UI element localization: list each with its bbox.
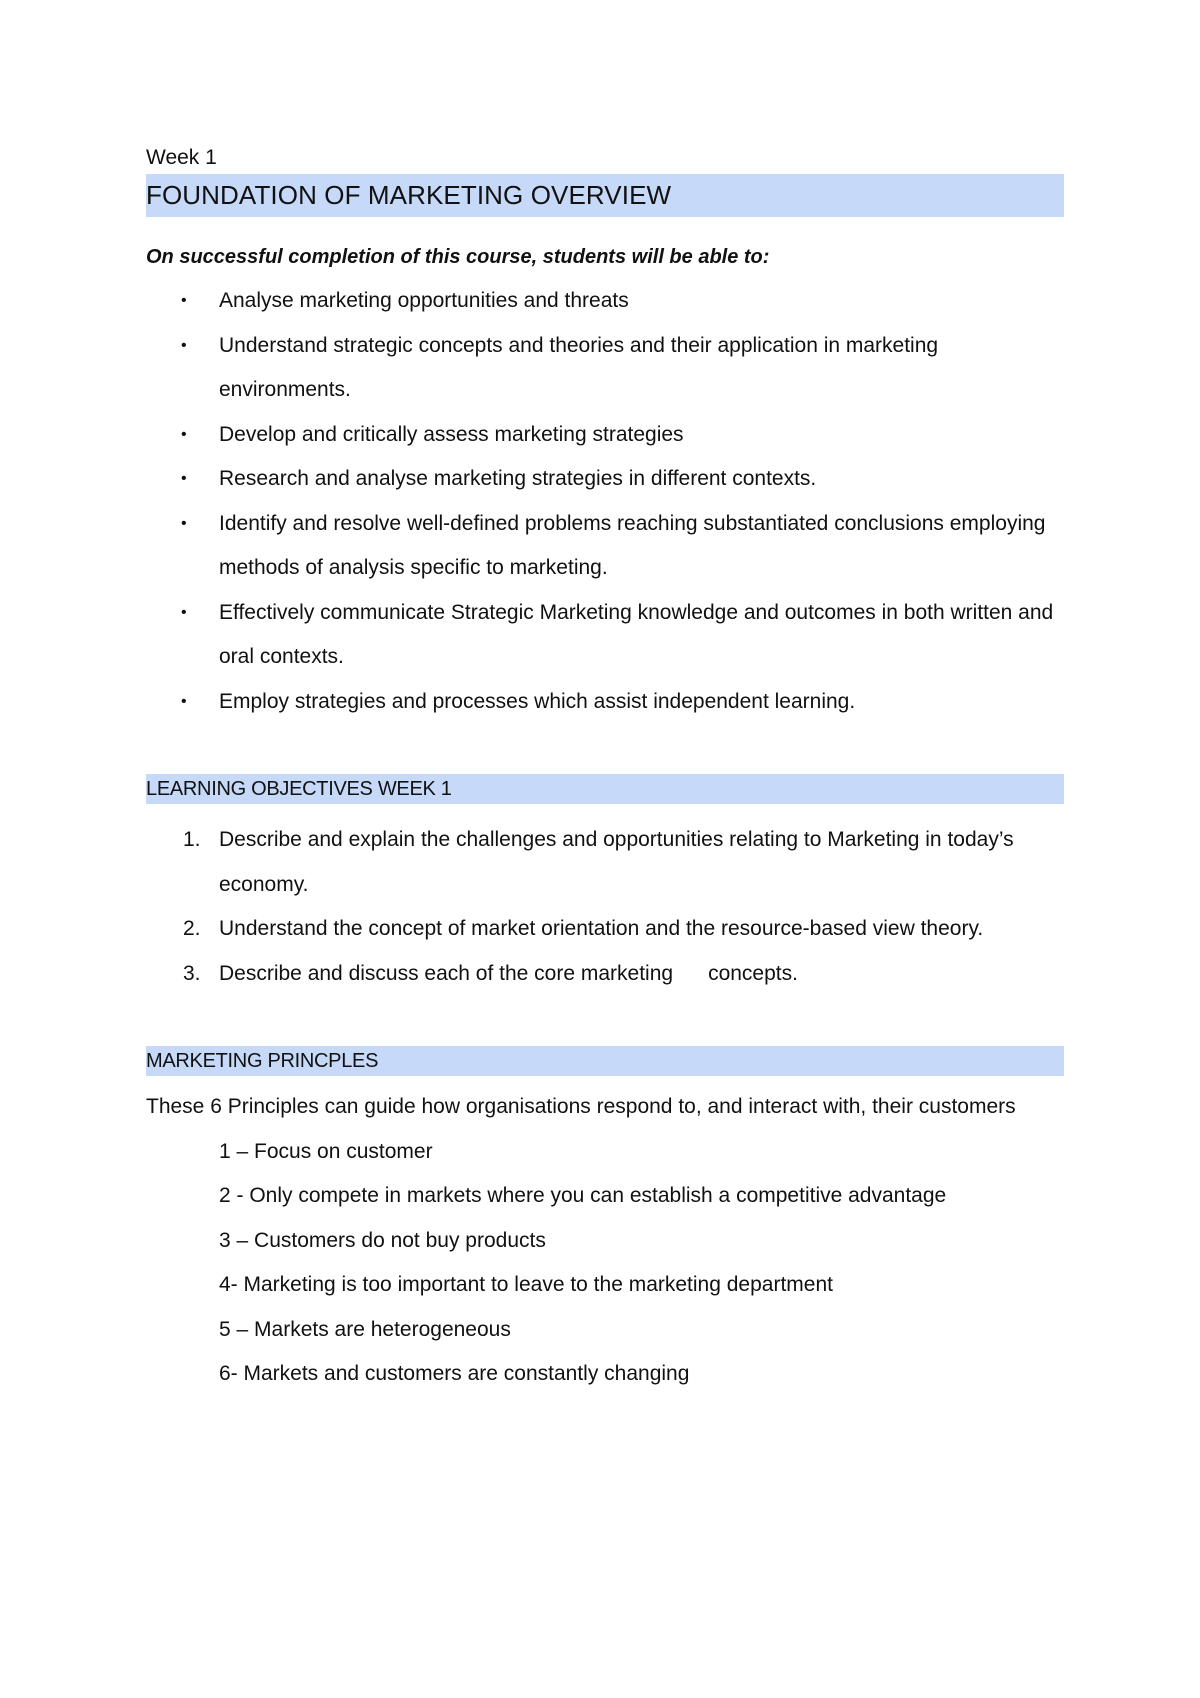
- marketing-principles-list: [146, 1130, 1064, 1397]
- list-item: [146, 279, 1064, 324]
- bullet-icon: •: [181, 425, 187, 443]
- principles-intro: These 6 Principles can guide how organisations respond to, and interact with, their customers: [146, 1095, 1016, 1118]
- list-item: [146, 952, 1064, 997]
- document-title-text: FOUNDATION OF MARKETING OVERVIEW: [146, 180, 672, 210]
- list-item-text: Describe and explain the challenges and opportunities relating to Marketing in today’s economy.: [219, 828, 1014, 896]
- list-item-text: Identify and resolve well-defined problems reaching substantiated conclusions employing methods of analysis specific to marketing.: [219, 511, 1046, 579]
- bullet-icon: •: [181, 336, 187, 354]
- list-item-text: Develop and critically assess marketing strategies: [219, 422, 684, 446]
- list-item: [146, 818, 1064, 907]
- list-number: 3.: [183, 961, 201, 985]
- list-item: [146, 413, 1064, 458]
- learning-objectives-heading: [146, 774, 1064, 804]
- bullet-icon: •: [181, 514, 187, 532]
- list-item: 6- Markets and customers are constantly changing: [219, 1362, 690, 1385]
- bullet-icon: •: [181, 292, 187, 309]
- list-item-text: Employ strategies and processes which assist independent learning.: [219, 689, 856, 713]
- section-heading-text: LEARNING OBJECTIVES WEEK 1: [146, 777, 452, 800]
- list-item-text: Research and analyse marketing strategies in different contexts.: [219, 467, 817, 490]
- bullet-icon: •: [181, 692, 187, 710]
- week-label: Week 1: [146, 146, 217, 169]
- list-item-text: Understand strategic concepts and theories and their application in marketing environments.: [219, 333, 939, 401]
- document-content: [146, 144, 1064, 1397]
- list-item-text: Describe and discuss each of the core marketing concepts.: [219, 961, 798, 985]
- list-item: [146, 680, 1064, 725]
- course-outcomes-list: [146, 279, 1064, 724]
- list-item: [146, 457, 1064, 502]
- marketing-principles-heading: [146, 1046, 1064, 1076]
- list-item-text: Analyse marketing opportunities and threats: [219, 289, 629, 312]
- document-title: [146, 174, 1064, 217]
- list-item: 4- Marketing is too important to leave to the marketing department: [219, 1273, 833, 1296]
- list-item: [146, 502, 1064, 591]
- list-item: [146, 324, 1064, 413]
- list-item: [146, 591, 1064, 680]
- list-item: [146, 907, 1064, 952]
- list-item: 2 - Only compete in markets where you can establish a competitive advantage: [219, 1184, 947, 1207]
- course-outcomes-intro: On successful completion of this course, students will be able to:: [146, 246, 770, 268]
- bullet-icon: •: [181, 470, 187, 487]
- list-number: 2.: [183, 917, 201, 940]
- bullet-icon: •: [181, 603, 187, 621]
- list-number: 1.: [183, 828, 201, 851]
- list-item: 1 – Focus on customer: [219, 1139, 433, 1163]
- list-item-text: Understand the concept of market orientation and the resource-based view theory.: [219, 917, 984, 940]
- list-item-text: Effectively communicate Strategic Marketing knowledge and outcomes in both written and oral contexts.: [219, 600, 1054, 668]
- learning-objectives-list: [146, 818, 1064, 996]
- list-item: 3 – Customers do not buy products: [219, 1228, 546, 1252]
- section-heading-text: MARKETING PRINCPLES: [146, 1049, 379, 1072]
- list-item: 5 – Markets are heterogeneous: [219, 1317, 511, 1341]
